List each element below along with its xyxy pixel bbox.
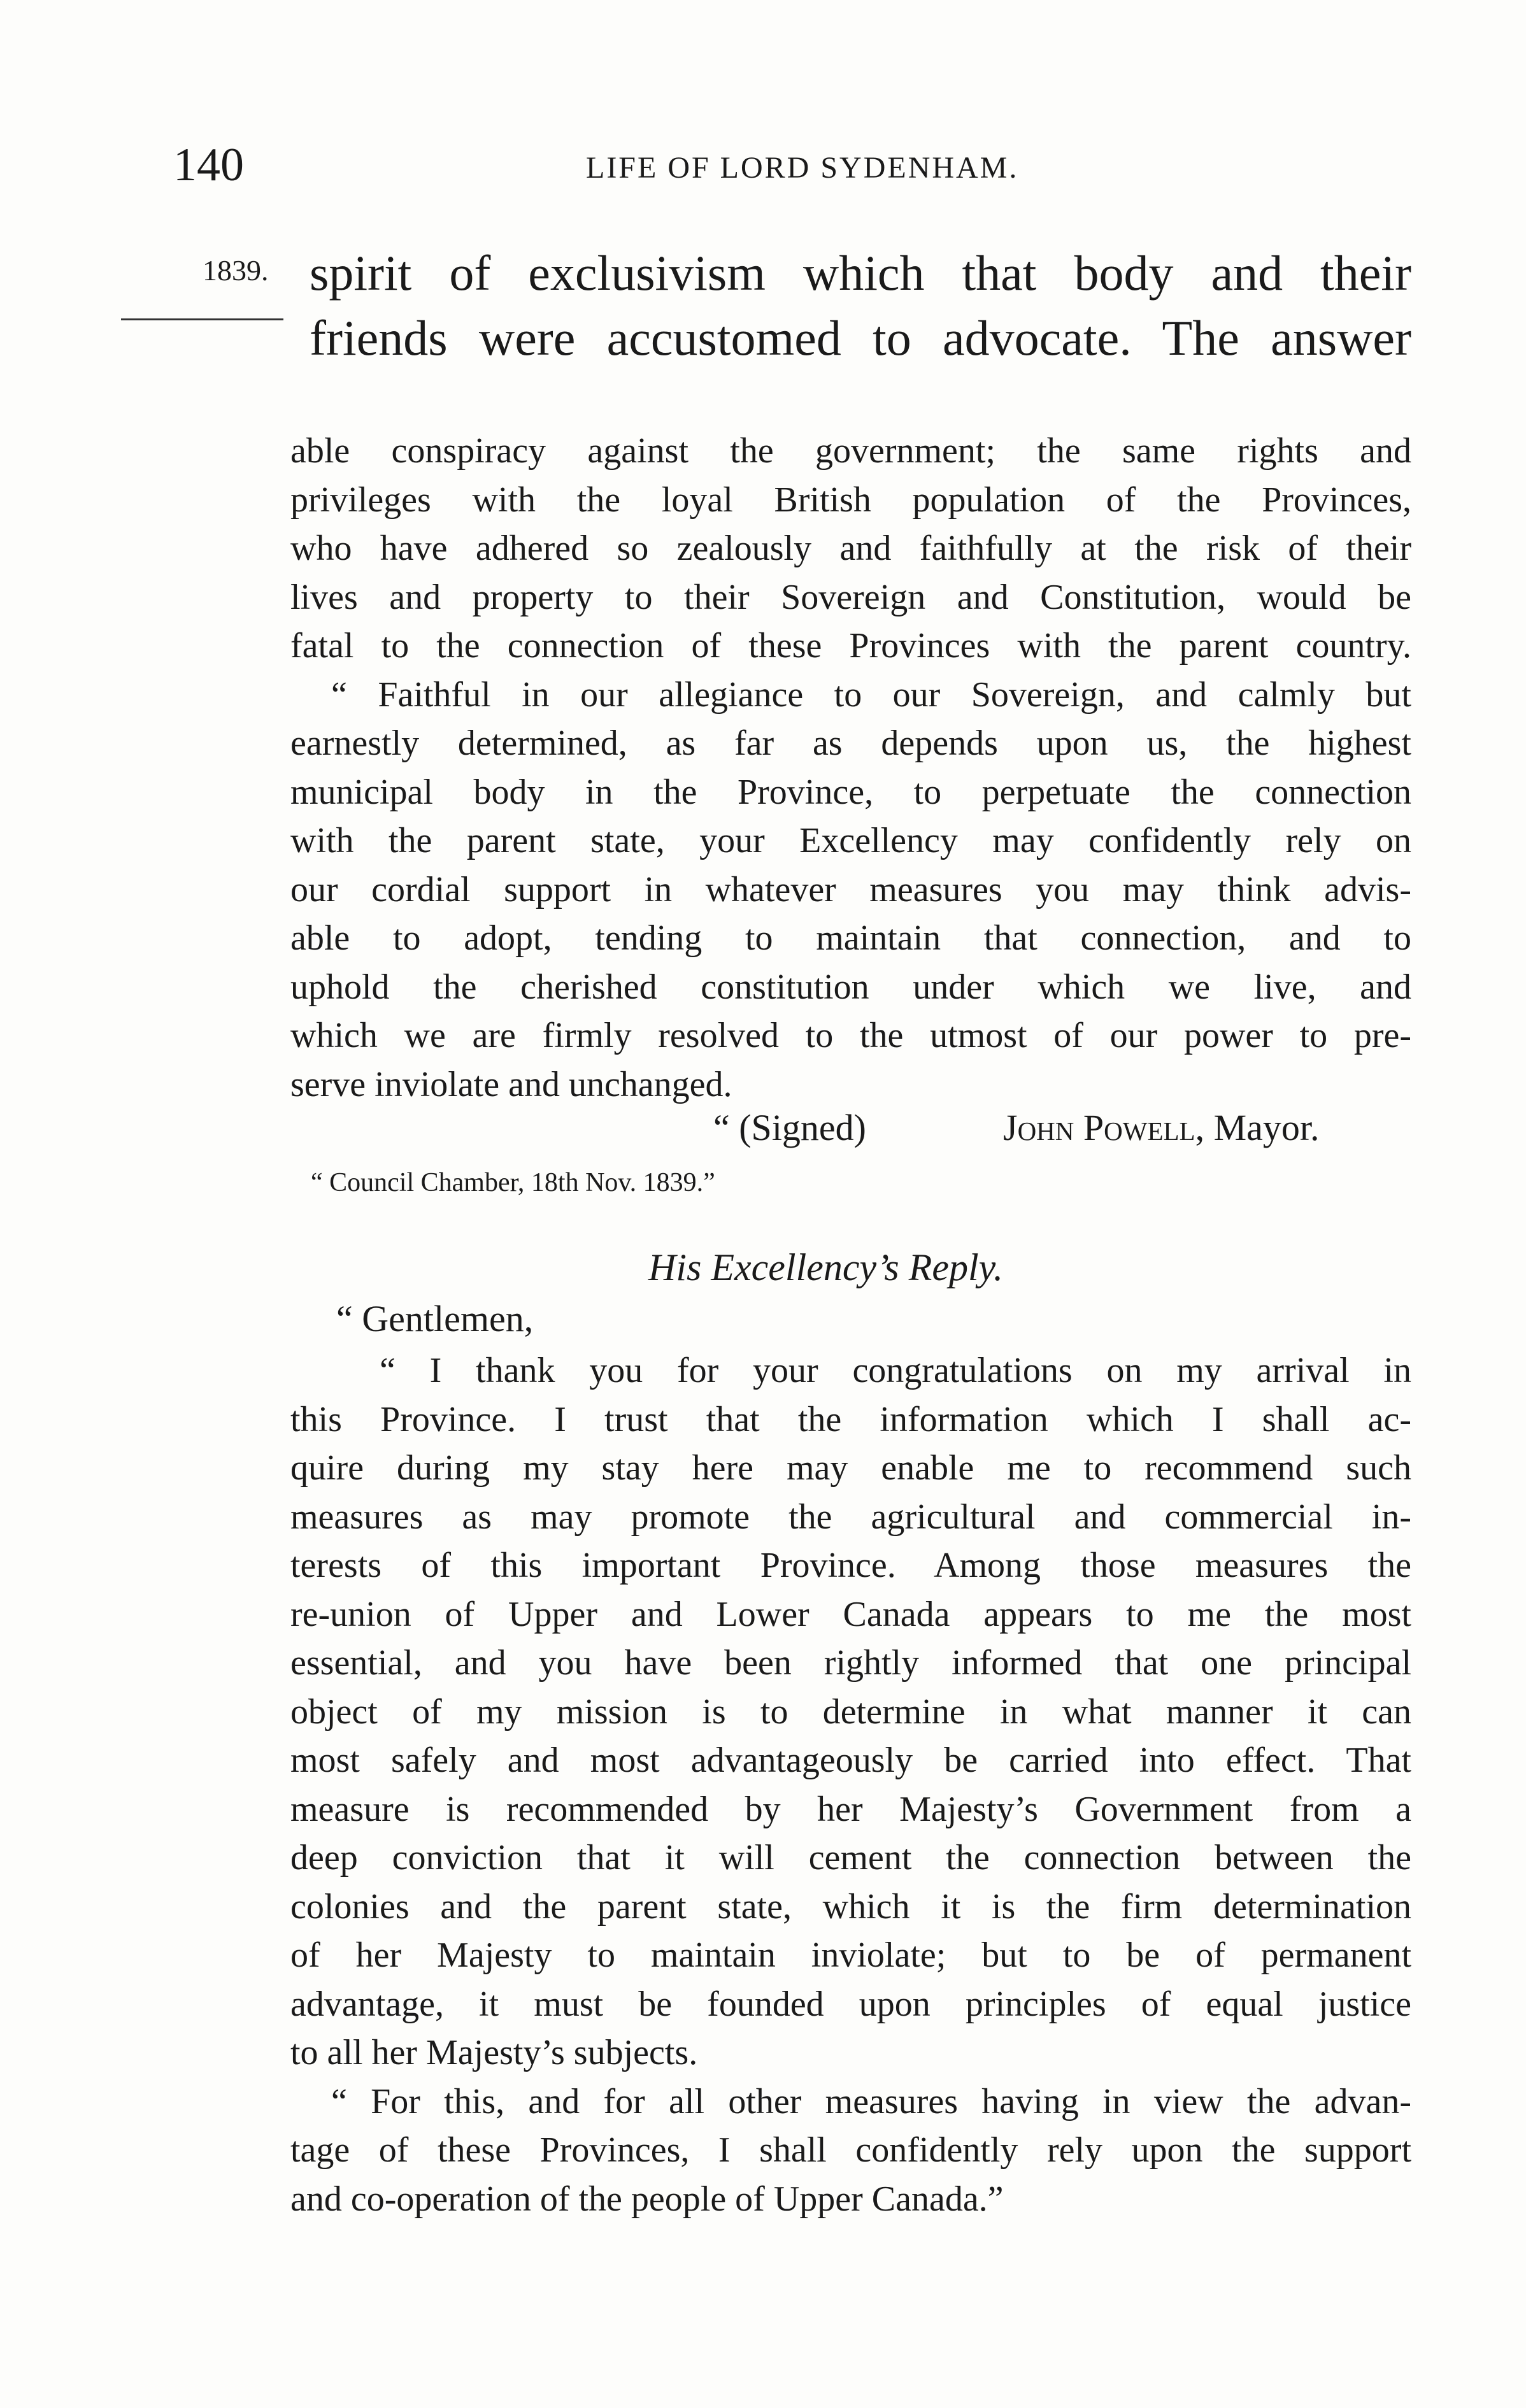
running-head: LIFE OF LORD SYDENHAM. <box>586 151 1019 185</box>
address-line: lives and property to their Sovereign and Constitution, would be <box>290 577 1411 617</box>
address-text <box>290 427 1411 1109</box>
reply-text <box>290 1346 1411 2223</box>
reply-line: measures as may promote the agricultural and commercial in- <box>290 1497 1411 1537</box>
reply-line: advantage, it must be founded upon principles of equal justice <box>290 1984 1411 2024</box>
main-text-line: spirit of exclusivism which that body and their <box>310 245 1411 301</box>
address-line: which we are firmly resolved to the utmost of our power to pre- <box>290 1016 1411 1055</box>
reply-line: and co-operation of the people of Upper Canada.” <box>290 2179 1004 2219</box>
reply-line: quire during my stay here may enable me to recommend such <box>290 1448 1411 1488</box>
address-line: “ Faithful in our allegiance to our Sovereign, and calmly but <box>331 674 1411 715</box>
reply-line: deep conviction that it will cement the connection between the <box>290 1838 1411 1877</box>
reply-line: essential, and you have been rightly informed that one principal <box>290 1643 1411 1683</box>
address-line: our cordial support in whatever measures you may think advis- <box>290 869 1411 909</box>
address-line: able conspiracy against the government; the same rights and <box>290 431 1411 471</box>
reply-line: colonies and the parent state, which it is the firm determination <box>290 1886 1411 1927</box>
signature-line <box>713 1109 1414 1146</box>
reply-heading: His Excellency’s Reply. <box>648 1246 1003 1288</box>
page-number: 140 <box>173 139 244 191</box>
signer <box>1003 1109 1320 1146</box>
reply-line: measure is recommended by her Majesty’s Government from a <box>290 1789 1411 1829</box>
address-line: municipal body in the Province, to perpetuate the connection <box>290 772 1411 812</box>
signer-title: , Mayor. <box>1195 1107 1320 1148</box>
salutation: “ Gentlemen, <box>336 1298 534 1339</box>
reply-line: object of my mission is to determine in what manner it can <box>290 1692 1411 1732</box>
reply-line: of her Majesty to maintain inviolate; but to be of permanent <box>290 1935 1411 1975</box>
address-line: earnestly determined, as far as depends upon us, the highest <box>290 723 1411 763</box>
margin-year: 1839. <box>203 254 269 287</box>
signed-label: “ (Signed) <box>713 1107 866 1148</box>
address-line: serve inviolate and unchanged. <box>290 1064 732 1104</box>
main-text-line: friends were accustomed to advocate. The answer <box>310 310 1411 366</box>
dateline: “ Council Chamber, 18th Nov. 1839.” <box>311 1168 715 1197</box>
reply-line: most safely and most advantageously be carried into effect. That <box>290 1741 1411 1780</box>
main-text <box>310 241 1411 371</box>
address-line: who have adhered so zealously and faithfully at the risk of their <box>290 529 1411 568</box>
reply-line: “ For this, and for all other measures having in view the advan- <box>331 2081 1411 2121</box>
reply-line: to all her Majesty’s subjects. <box>290 2033 698 2072</box>
signer-name: John Powell <box>1003 1107 1195 1148</box>
address-line: fatal to the connection of these Provinces with the parent country. <box>290 626 1411 666</box>
address-line: privileges with the loyal British population of the Provinces, <box>290 480 1411 520</box>
margin-rule <box>121 318 283 320</box>
reply-line: this Province. I trust that the information which I shall ac- <box>290 1399 1411 1439</box>
reply-line: “ I thank you for your congratulations on my arrival in <box>380 1351 1411 1390</box>
address-line: uphold the cherished constitution under which we live, and <box>290 967 1411 1007</box>
reply-line: re-union of Upper and Lower Canada appears to me the most <box>290 1594 1411 1634</box>
reply-line: tage of these Provinces, I shall confidently rely upon the support <box>290 2130 1411 2170</box>
address-line: able to adopt, tending to maintain that connection, and to <box>290 918 1411 958</box>
address-line: with the parent state, your Excellency may confidently rely on <box>290 821 1411 860</box>
reply-line: terests of this important Province. Among those measures the <box>290 1546 1411 1585</box>
